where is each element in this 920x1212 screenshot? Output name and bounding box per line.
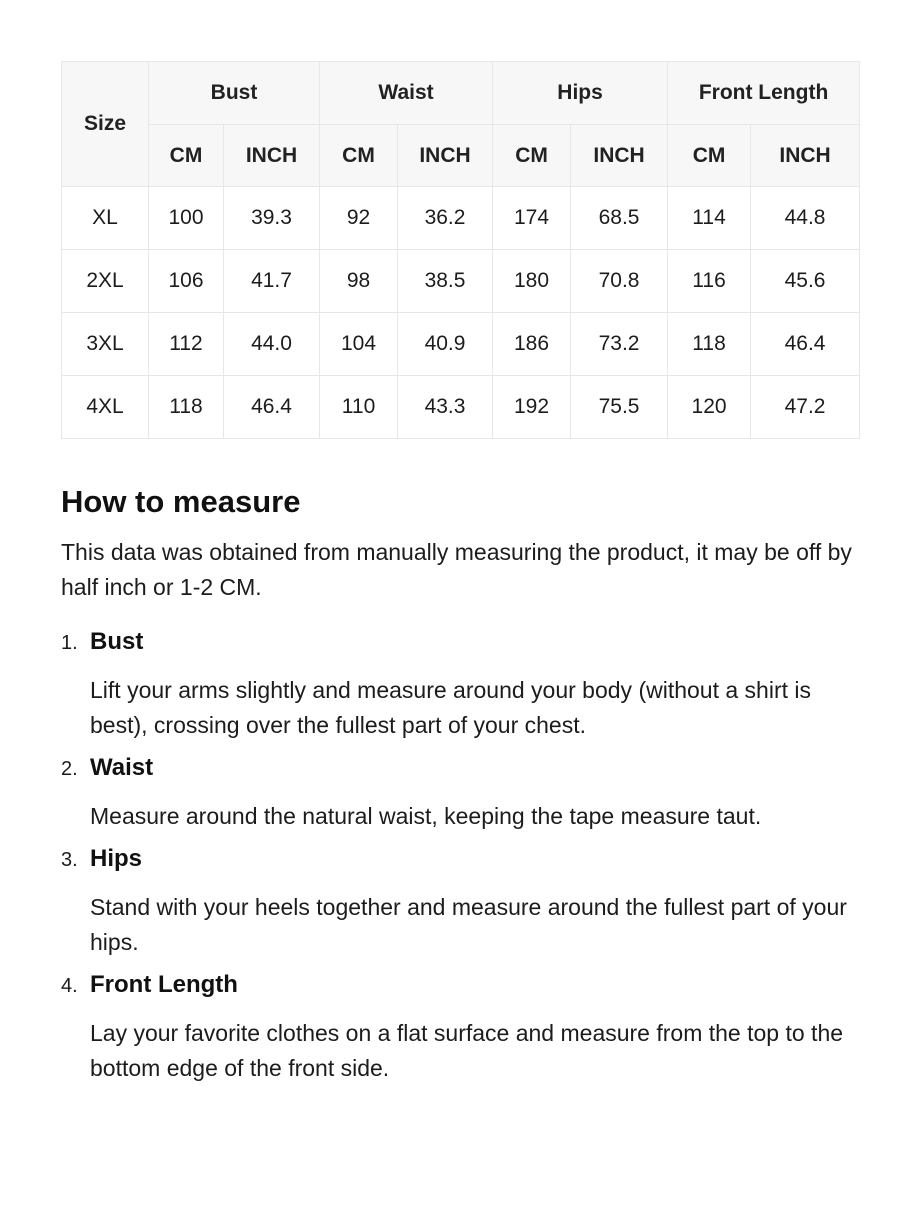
measurement-value: 38.5 (398, 250, 493, 313)
measurement-value: 186 (493, 313, 571, 376)
measurement-value: 46.4 (224, 376, 320, 439)
unit-header: INCH (751, 125, 860, 187)
step-heading (61, 844, 859, 875)
unit-header: CM (320, 125, 398, 187)
how-to-measure-heading: How to measure (61, 484, 301, 519)
measurement-value: 174 (493, 187, 571, 250)
measurement-value: 118 (668, 313, 751, 376)
measurement-value: 68.5 (571, 187, 668, 250)
measurement-value: 36.2 (398, 187, 493, 250)
unit-header: CM (668, 125, 751, 187)
measurement-value: 75.5 (571, 376, 668, 439)
step-number: 1. (61, 632, 78, 654)
step-term: Front Length (90, 971, 238, 998)
step-term: Hips (90, 845, 143, 872)
step-description: Stand with your heels together and measure around the fullest part of your hips. (90, 894, 847, 955)
measurement-value: 44.0 (224, 313, 320, 376)
measurement-value: 98 (320, 250, 398, 313)
list-item-hips (61, 844, 859, 960)
step-heading (61, 627, 859, 658)
unit-header: INCH (571, 125, 668, 187)
table-group-header-row (62, 62, 860, 125)
column-group-front-length: Front Length (668, 62, 860, 125)
size-label: 2XL (62, 250, 149, 313)
column-group-hips: Hips (493, 62, 668, 125)
measurement-value: 44.8 (751, 187, 860, 250)
list-item-waist (61, 753, 859, 834)
table-row-3xl (62, 313, 860, 376)
unit-header: INCH (224, 125, 320, 187)
measurement-value: 192 (493, 376, 571, 439)
measurement-value: 41.7 (224, 250, 320, 313)
step-number: 4. (61, 975, 78, 997)
table-row-4xl (62, 376, 860, 439)
measurement-value: 46.4 (751, 313, 860, 376)
measure-steps-list (61, 627, 859, 1086)
list-item-bust (61, 627, 859, 743)
measurement-value: 92 (320, 187, 398, 250)
measurement-value: 110 (320, 376, 398, 439)
measurement-value: 73.2 (571, 313, 668, 376)
measurement-value: 40.9 (398, 313, 493, 376)
table-unit-header-row (62, 125, 860, 187)
column-header-size: Size (62, 62, 149, 187)
step-description: Lay your favorite clothes on a flat surface and measure from the top to the bottom edge of the front side. (90, 1020, 844, 1081)
measurement-value: 47.2 (751, 376, 860, 439)
column-group-waist: Waist (320, 62, 493, 125)
unit-header: CM (149, 125, 224, 187)
step-term: Waist (90, 754, 154, 781)
measure-disclaimer-text: This data was obtained from manually measuring the product, it may be off by half inch or 1-2 CM. (61, 539, 852, 600)
step-heading (61, 753, 859, 784)
size-chart-table (61, 61, 860, 439)
size-label: 4XL (62, 376, 149, 439)
measurement-value: 120 (668, 376, 751, 439)
measurement-value: 116 (668, 250, 751, 313)
measurement-value: 118 (149, 376, 224, 439)
step-description: Lift your arms slightly and measure around your body (without a shirt is best), crossing over the fullest part of your chest. (90, 677, 811, 738)
step-number: 3. (61, 849, 78, 871)
unit-header: CM (493, 125, 571, 187)
measurement-value: 104 (320, 313, 398, 376)
table-row-2xl (62, 250, 860, 313)
table-row-xl (62, 187, 860, 250)
measurement-value: 114 (668, 187, 751, 250)
size-label: 3XL (62, 313, 149, 376)
measurement-value: 112 (149, 313, 224, 376)
measurement-value: 45.6 (751, 250, 860, 313)
measurement-value: 43.3 (398, 376, 493, 439)
step-term: Bust (90, 628, 144, 655)
unit-header: INCH (398, 125, 493, 187)
measurement-value: 39.3 (224, 187, 320, 250)
measurement-value: 70.8 (571, 250, 668, 313)
step-description: Measure around the natural waist, keeping the tape measure taut. (90, 803, 762, 829)
list-item-front-length (61, 970, 859, 1086)
column-group-bust: Bust (149, 62, 320, 125)
measurement-value: 180 (493, 250, 571, 313)
step-heading (61, 970, 859, 1001)
size-label: XL (62, 187, 149, 250)
measurement-value: 106 (149, 250, 224, 313)
measurement-value: 100 (149, 187, 224, 250)
step-number: 2. (61, 758, 78, 780)
